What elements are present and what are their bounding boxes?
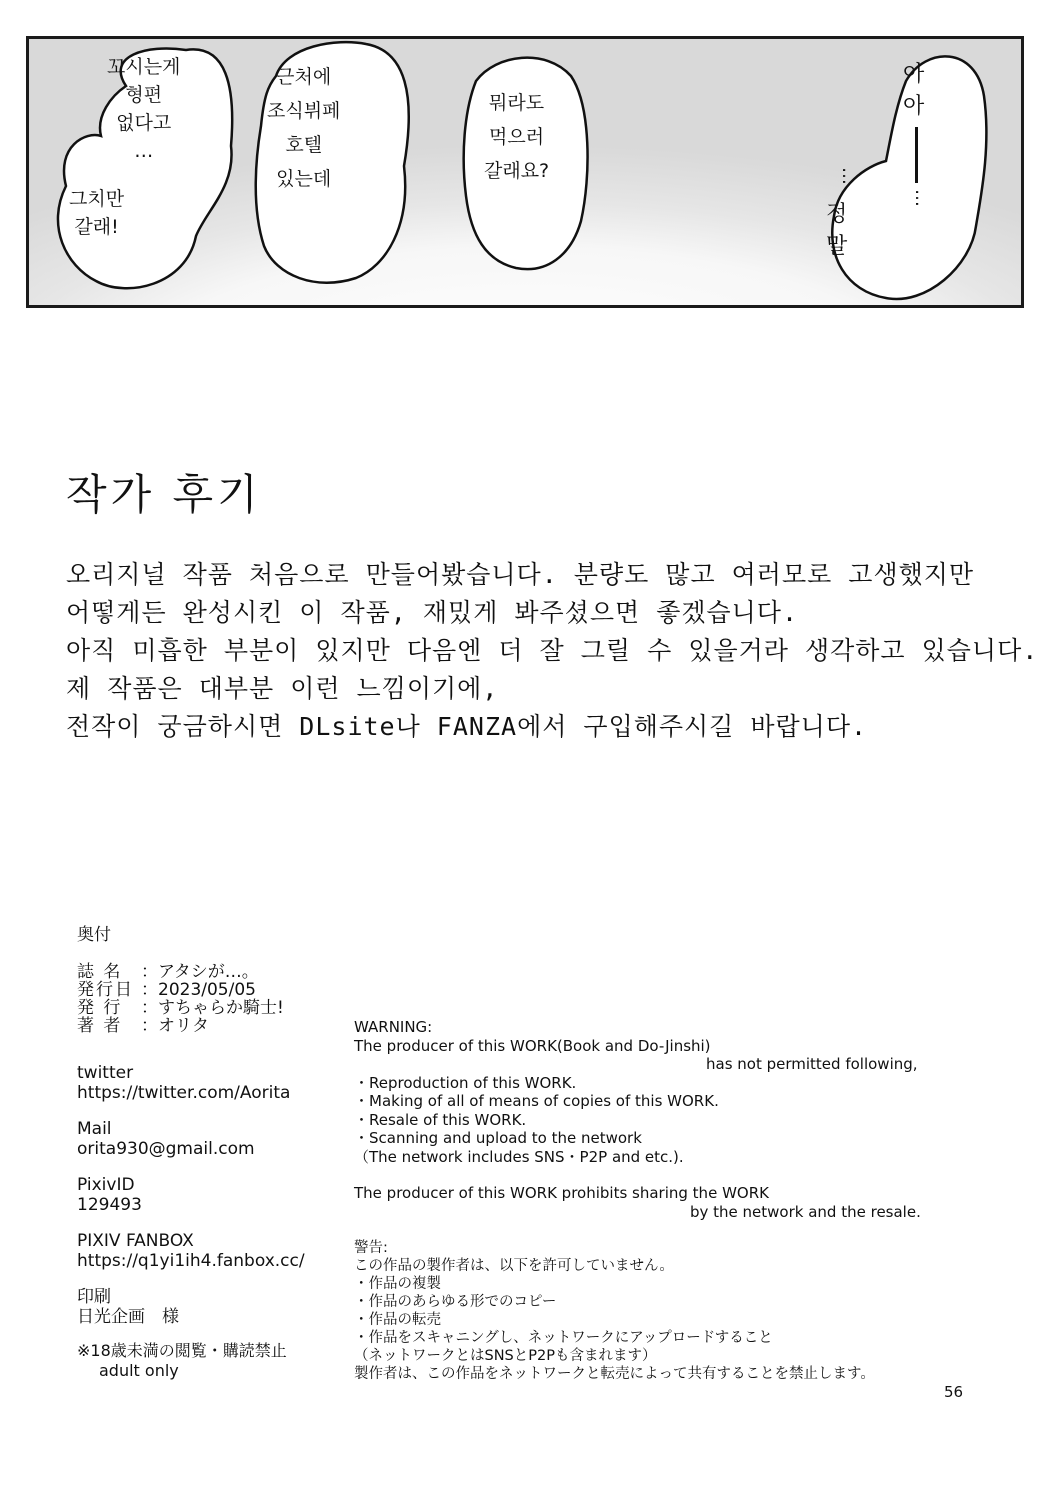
bubble1-line: 형편 [125,84,163,106]
pub-value: 2023/05/05 [158,980,256,1000]
warning-heading: WARNING: [354,1018,433,1036]
bubble1-line: … [134,140,154,162]
spacer [354,1221,974,1239]
bubble2-text [267,63,340,199]
bubble3-line: 갈래요? [484,160,550,182]
pub-value: オリタ [158,1016,209,1036]
mail-link[interactable]: orita930@gmail.com [77,1139,255,1159]
keikoku-closing: 製作者は、この作品をネットワークと転売によって共有することを禁止します。 [354,1366,875,1382]
pub-row: 発 行 ：すちゃらか騎士! [77,998,284,1018]
keikoku-line: この作品の製作者は、以下を許可していません。 [354,1258,674,1274]
print-value: 日光企画 様 [77,1307,179,1327]
twitter-info [77,1063,347,1103]
pub-row: 誌 名 ：アタシが…。 [77,962,259,982]
bubble1-line: 갈래! [74,216,119,238]
age-restriction: ※18歳未満の閲覧・購読禁止 [77,1341,287,1360]
bubble4-col2 [826,201,847,265]
keikoku-item: ・作品の転売 [354,1312,441,1328]
bubble4-line: 아 [903,94,925,119]
keikoku-heading: 警告: [354,1240,388,1256]
warning-line: has not permitted following, [706,1055,918,1073]
bubble1-line: 꼬시는게 [107,56,181,78]
pixiv-info [77,1175,347,1215]
warning-item: ・Resale of this WORK. [354,1110,527,1129]
keikoku-item: ・作品の複製 [354,1276,441,1292]
afterword-line: 아직 미흡한 부분이 있지만 다음엔 더 잘 그릴 수 있을거라 생각하고 있습니다. [66,636,1039,665]
page-number: 56 [944,1383,964,1401]
bubble1-line: 그치만 [69,188,125,210]
bubble2-line: 근처에 [276,66,332,88]
adult-only: adult only [99,1361,179,1380]
long-dash [915,127,918,183]
fanbox-label: PIXIV FANBOX [77,1231,194,1251]
warning-block [354,1018,974,1383]
warning-prohibit: by the network and the resale. [690,1202,921,1221]
afterword-line: 제 작품은 대부분 이런 느낌이기에, [66,674,499,703]
keikoku-item: ・作品のあらゆる形でのコピー [354,1294,557,1310]
age-notice [77,1341,347,1381]
fanbox-link[interactable]: https://q1yi1ih4.fanbox.cc/ [77,1251,305,1271]
bubble3-line: 먹으러 [489,126,545,148]
colophon-heading: 奥付 [77,925,111,945]
print-label: 印刷 [77,1287,111,1307]
afterword-line: 어떻게든 완성시킨 이 작품, 재밌게 봐주셨으면 좋겠습니다. [66,598,799,627]
pub-key: 発行日 [77,980,134,1000]
bubble4-line: 아 [903,62,925,87]
pixiv-label: PixivID [77,1175,135,1195]
mail-label: Mail [77,1119,112,1139]
afterword-line: 오리지널 작품 처음으로 만들어봤습니다. 분량도 많고 여러모로 고생했지만 [66,560,975,589]
bubble4-col1-tail: … [911,189,932,207]
bubble1-line: 없다고 [116,112,172,134]
warning-line: The producer of this WORK(Book and Do-Jinshi) [354,1036,711,1055]
warning-prohibit: The producer of this WORK prohibits sharing the WORK [354,1184,769,1202]
fanbox-info [77,1231,347,1271]
mail-info [77,1119,347,1159]
pub-key: 著 者 [77,1016,123,1036]
pub-key: 誌 名 [77,962,123,982]
publication-info [77,963,347,1035]
pub-value: アタシが…。 [158,962,259,982]
keikoku-item: ・作品をスキャニングし、ネットワークにアップロードすること [354,1330,773,1346]
afterword-line: 전작이 궁금하시면 DLsite나 FANZA에서 구입해주시길 바랍니다. [66,712,868,741]
warning-item: ・Making of all of means of copies of this WORK. [354,1092,719,1110]
comic-panel [26,36,1024,308]
afterword-body [66,556,1039,746]
warning-item: ・Scanning and upload to the network [354,1129,642,1147]
twitter-label: twitter [77,1063,134,1083]
pub-row: 発行日 ：2023/05/05 [77,980,256,1000]
pub-key: 発 行 [77,998,123,1018]
pixiv-id: 129493 [77,1195,142,1215]
bubble3-text [484,89,549,191]
bubble2-line: 있는데 [276,168,332,190]
keikoku-item: （ネットワークとはSNSとP2Pも含まれます） [354,1348,657,1364]
bubble1-text-lower [69,185,124,241]
bubble4-line: 말 [826,234,848,259]
bubble4-col1 [903,61,924,125]
spacer [354,1166,974,1184]
warning-item: ・Reproduction of this WORK. [354,1073,577,1092]
bubble1-text [107,53,180,165]
colophon [77,920,347,1381]
bubble4-col2-lead: … [838,167,859,185]
pub-value: すちゃらか騎士! [158,998,284,1018]
twitter-link[interactable]: https://twitter.com/Aorita [77,1083,291,1103]
bubble3-line: 뭐라도 [489,92,545,114]
print-info [77,1287,347,1327]
bubble4-line: 정 [826,202,848,227]
bubble2-line: 호텔 [285,134,323,156]
afterword-title: 작가 후기 [66,470,262,519]
warning-item: （The network includes SNS・P2P and etc.). [354,1147,684,1166]
bubble2-line: 조식뷔페 [267,100,341,122]
pub-row: 著 者 ：オリタ [77,1016,209,1036]
